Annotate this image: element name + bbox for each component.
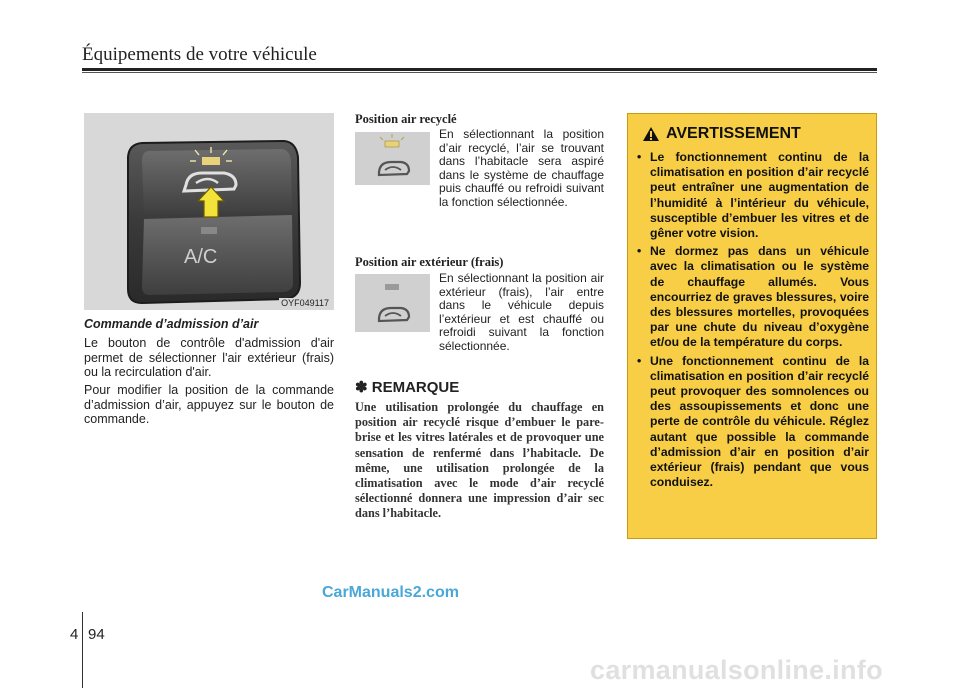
header-rule bbox=[82, 68, 877, 71]
warning-item bbox=[637, 150, 869, 241]
remark-heading: ✽ REMARQUE bbox=[355, 379, 460, 396]
recycled-heading: Position air recyclé bbox=[355, 112, 457, 126]
warning-list bbox=[637, 150, 869, 493]
watermark-link[interactable]: CarManuals2.com bbox=[322, 584, 459, 601]
recycled-description: En sélectionnant la position d’air recyclé, l’air se trouvant dans l’habitacle sera aspiré dans le système de chauffage puis chauffé ou refroidi suivant la fonction sélectionnée. bbox=[439, 127, 604, 209]
chapter-number: 4 bbox=[70, 626, 79, 643]
outside-air-description: En sélectionnant la position air extérieur (frais), l’air entre dans le véhicule depuis l’extérieur et est chauffé ou refroidi suivant la fonction sélectionnée. bbox=[439, 271, 604, 353]
warning-bullet: • bbox=[637, 244, 642, 259]
warning-item-text: Ne dormez pas dans un véhicule avec la climatisation ou le système de chauffage allumés. Vous encourriez de graves blessures, voire des blessures mortelles, provoquées par une chute du niveau d’oxygène et/ou de la température du corps. bbox=[650, 244, 869, 350]
warning-item bbox=[637, 354, 869, 491]
figure-code: OYF049117 bbox=[281, 298, 329, 308]
outside-air-heading: Position air extérieur (frais) bbox=[355, 255, 504, 269]
outside-air-indicator-image bbox=[355, 274, 430, 332]
air-intake-control-photo bbox=[84, 113, 334, 310]
page-header-title: Équipements de votre véhicule bbox=[82, 44, 317, 65]
warning-item bbox=[637, 244, 869, 350]
ac-button-label: A/C bbox=[184, 246, 218, 268]
warning-item-text: Une fonctionnement continu de la climatisation en position d’air recyclé peut provoquer des somnolences ou des assoupissements et donc une perte de contrôle du véhicule. Réglez autant que possible la commande d’admission d’air en position d’air extérieur (frais) pendant que vous conduisez. bbox=[650, 353, 869, 490]
warning-title: AVERTISSEMENT bbox=[666, 125, 801, 142]
figure-caption: Commande d’admission d’air bbox=[84, 317, 259, 331]
warning-bullet: • bbox=[637, 150, 642, 164]
page-number: 94 bbox=[88, 626, 105, 643]
warning-header bbox=[642, 122, 801, 146]
warning-item-text: Le fonctionnement continu de la climatisation en position d’air recyclé peut entraîner une augmentation de l’humidité à l’intérieur du véhicule, susceptible d’embuer les vitres et de gêner votre vision. bbox=[650, 150, 869, 241]
page-number-divider bbox=[82, 612, 83, 688]
recycled-indicator-image bbox=[355, 132, 430, 185]
warning-bullet: • bbox=[637, 353, 642, 368]
intro-paragraph: Le bouton de contrôle d'admission d'air permet de sélectionner l'air extérieur (frais) ou la recirculation d'air. bbox=[84, 336, 334, 379]
footer-site-watermark: carmanualsonline.info bbox=[590, 655, 883, 685]
warning-box bbox=[627, 113, 877, 539]
header-rule-thin bbox=[82, 72, 877, 73]
usage-paragraph: Pour modifier la position de la commande d’admission d’air, appuyez sur le bouton de commande. bbox=[84, 383, 334, 426]
remark-text: Une utilisation prolongée du chauffage en position air recyclé risque d’embuer le pare-brise et les vitres latérales et de provoquer une sensation de renfermé dans l’habitacle. De même, une utilisation prolongée de la climatisation avec le mode d’air recyclé sélectionné donnera une impression d’air sec dans l’habitacle. bbox=[355, 400, 604, 521]
warning-triangle-icon bbox=[642, 126, 660, 142]
